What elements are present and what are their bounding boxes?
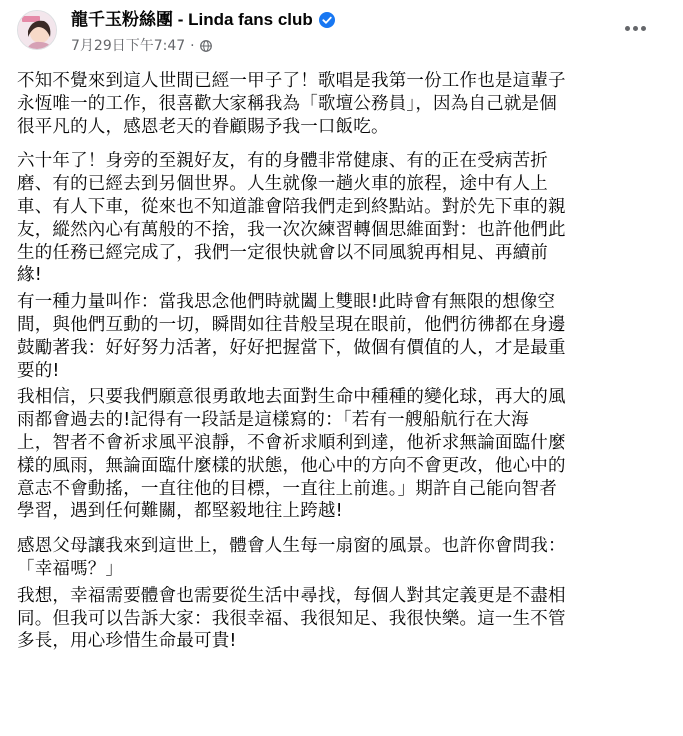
globe-icon[interactable] [200,40,212,52]
post-paragraph-4: 我相信，只要我們願意很勇敢地去面對生命中種種的變化球，再大的風 雨都會過去的!記得有一段話是這樣寫的：「若有一艘船航行在大海 上，智者不會祈求風平浪靜，不會祈求順利到達，他祈求無論面臨什麼 樣的風雨，無論面臨什麼樣的狀態，他心中的方向不會更改，他心中的 意志不會動搖，一直往他的目標，一直往上前進。」期許自己能向智者 學習，遇到任何難關，都堅毅地往上跨越! [17,387,566,522]
page-avatar[interactable] [17,10,57,50]
meta-separator: · [190,38,195,54]
avatar-photo-icon [18,11,57,50]
page-name[interactable]: 龍千玉粉絲團 - Linda fans club [71,10,313,29]
more-options-button[interactable] [620,18,650,38]
post-paragraph-1: 不知不覺來到這人世間已經一甲子了！歌唱是我第一份工作也是這輩子 永恆唯一的工作，很喜歡大家稱我為「歌壇公務員」，因為自己就是個 很平凡的人，感恩老天的眷顧賜予我一口飯吃。 [17,71,566,137]
more-horizontal-icon [625,26,646,31]
post-header [0,0,683,64]
page-name-link[interactable] [71,10,335,30]
post-paragraph-2: 六十年了！身旁的至親好友，有的身體非常健康、有的正在受病苦折 磨、有的已經去到另個世界。人生就像一趟火車的旅程，途中有人上 車、有人下車，從來也不知道誰會陪我們走到終點站。對於先下車的親 友，縱然內心有萬般的不捨，我一次次練習轉個思維面對：也許他們此 生的任務已經完成了，我們一定很快就會以不同風貌再相見、再續前 緣! [17,151,566,286]
verified-badge-icon [319,12,335,28]
post-timestamp[interactable]: 7月29日下午7:47 [71,38,186,54]
post-message [17,70,677,653]
post-paragraph-6: 我想，幸福需要體會也需要從生活中尋找，每個人對其定義更是不盡相 同。但我可以告訴大家：我很幸福、我很知足、我很快樂。這一生不管 多長，用心珍惜生命最可貴! [17,585,566,652]
post-paragraph-5: 感恩父母讓我來到這世上，體會人生每一扇窗的風景。也許你會問我： 「幸福嗎？」 [17,536,566,579]
post-paragraph-3: 有一種力量叫作：當我思念他們時就闔上雙眼!此時會有無限的想像空 間，與他們互動的一切，瞬間如往昔般呈現在眼前，他們彷彿都在身邊 鼓勵著我：好好努力活著，好好把握當下，做個有價值的人，才是最重 要的! [17,292,566,381]
post-meta [71,37,212,55]
